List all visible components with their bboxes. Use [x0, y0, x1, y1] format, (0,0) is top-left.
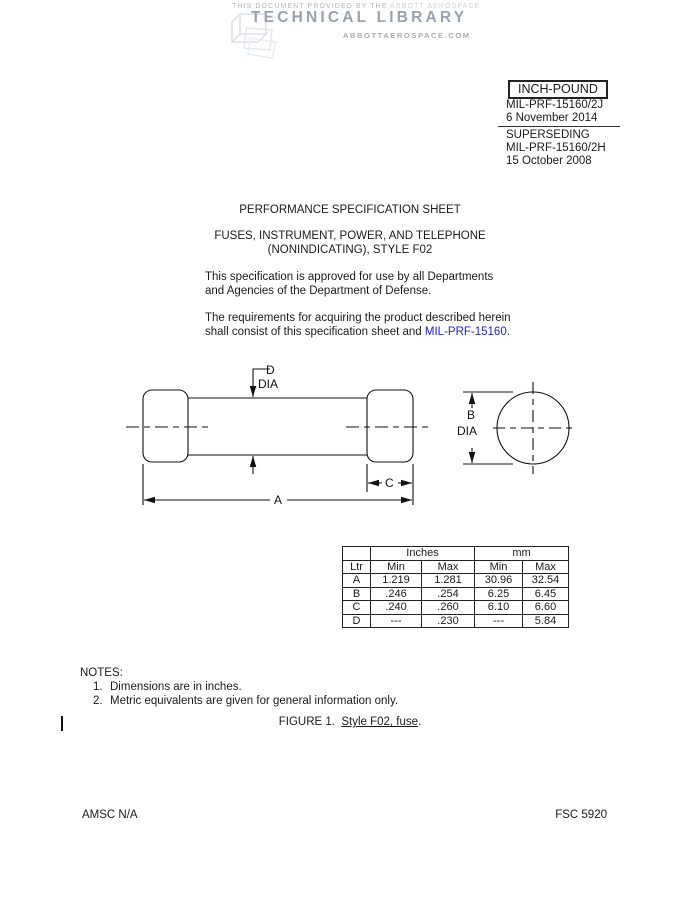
cell-value: 30.96: [475, 574, 523, 588]
approval-line2: and Agencies of the Department of Defense.: [205, 285, 432, 297]
cell-value: 6.45: [523, 587, 569, 601]
approval-line1: This specification is approved for use by all Departments: [205, 271, 494, 283]
figure-caption-title: Style F02, fuse: [341, 716, 419, 728]
note-1-text: Dimensions are in inches.: [110, 681, 242, 693]
fsc-number: FSC 5920: [555, 809, 607, 821]
table-group-header-row: [343, 547, 569, 561]
banner-site-url: ABBOTTAEROSPACE.COM: [343, 31, 471, 40]
subject-title-line1: FUSES, INSTRUMENT, POWER, AND TELEPHONE: [214, 230, 486, 242]
requirements-period: .: [506, 326, 510, 338]
cell-value: 1.281: [422, 574, 475, 588]
col-header-in-max: Max: [422, 560, 475, 574]
cell-value: 1.219: [371, 574, 422, 588]
cell-value: .254: [422, 587, 475, 601]
table-row: [343, 601, 569, 615]
cell-value: .230: [422, 614, 475, 628]
amsc-number: AMSC N/A: [82, 809, 138, 821]
requirements-line2: [205, 325, 545, 339]
page-title: PERFORMANCE SPECIFICATION SHEET: [239, 204, 461, 216]
subject-title-line2: (NONINDICATING), STYLE F02: [267, 244, 433, 256]
note-item-2: [93, 695, 398, 707]
cell-ltr: A: [343, 574, 371, 588]
banner-provided-prefix: THIS DOCUMENT PROVIDED BY THE: [232, 3, 391, 10]
dim-label-d: D: [266, 363, 275, 377]
table-corner-cell: [343, 547, 371, 561]
cell-value: ---: [475, 614, 523, 628]
requirements-paragraph: [205, 311, 545, 339]
note-item-1: [93, 681, 242, 693]
note-2-number: 2.: [93, 695, 103, 707]
dim-label-c: C: [385, 476, 394, 490]
col-header-mm-min: Min: [475, 560, 523, 574]
fuse-figure-drawing: [120, 352, 600, 527]
mil-prf-15160-link[interactable]: MIL-PRF-15160: [424, 326, 507, 338]
cell-value: .240: [371, 601, 422, 615]
cell-ltr: B: [343, 587, 371, 601]
cell-value: 5.84: [523, 614, 569, 628]
technical-library-wordmark: TECHNICAL LIBRARY: [251, 9, 468, 26]
col-header-ltr: Ltr: [343, 560, 371, 574]
inch-pound-box: INCH-POUND: [508, 80, 608, 99]
dim-label-a: A: [274, 493, 283, 507]
note-2-text: Metric equivalents are given for general information only.: [110, 695, 399, 707]
notes-heading: NOTES:: [80, 667, 123, 679]
dim-label-b-dia: DIA: [457, 424, 478, 438]
fuse-left-cap: [143, 390, 188, 462]
doc-number: MIL-PRF-15160/2J: [506, 99, 604, 111]
cell-value: 6.60: [523, 601, 569, 615]
cell-value: .246: [371, 587, 422, 601]
requirements-line1: The requirements for acquiring the product described herein: [205, 312, 511, 324]
group-header-mm: mm: [475, 547, 569, 561]
cell-value: .260: [422, 601, 475, 615]
id-block-divider: [498, 126, 620, 127]
cell-value: 32.54: [523, 574, 569, 588]
dim-label-b: B: [467, 408, 476, 422]
superseded-date: 15 October 2008: [506, 155, 592, 167]
table-row: [343, 587, 569, 601]
dimension-table: [342, 546, 569, 628]
cell-ltr: D: [343, 614, 371, 628]
figure-caption-prefix: FIGURE 1.: [278, 716, 342, 728]
banner-provided-brand: ABBOTT AEROSPACE: [390, 3, 481, 10]
cell-ltr: C: [343, 601, 371, 615]
superseded-number: MIL-PRF-15160/2H: [506, 142, 606, 154]
table-row: [343, 614, 569, 628]
fuse-right-cap: [367, 390, 413, 462]
doc-date: 6 November 2014: [506, 112, 598, 124]
table-column-header-row: [343, 560, 569, 574]
approval-paragraph: [205, 270, 545, 298]
cell-value: 6.25: [475, 587, 523, 601]
superseding-label: SUPERSEDING: [506, 129, 590, 141]
col-header-in-min: Min: [371, 560, 422, 574]
table-row: [343, 574, 569, 588]
group-header-inches: Inches: [371, 547, 475, 561]
figure-caption: [0, 716, 700, 728]
note-1-number: 1.: [93, 681, 103, 693]
cell-value: 6.10: [475, 601, 523, 615]
cell-value: ---: [371, 614, 422, 628]
figure-caption-period: .: [418, 716, 422, 728]
requirements-line2-text: shall consist of this specification sheet and: [205, 326, 425, 338]
dim-label-d-dia: DIA: [258, 377, 279, 391]
col-header-mm-max: Max: [523, 560, 569, 574]
